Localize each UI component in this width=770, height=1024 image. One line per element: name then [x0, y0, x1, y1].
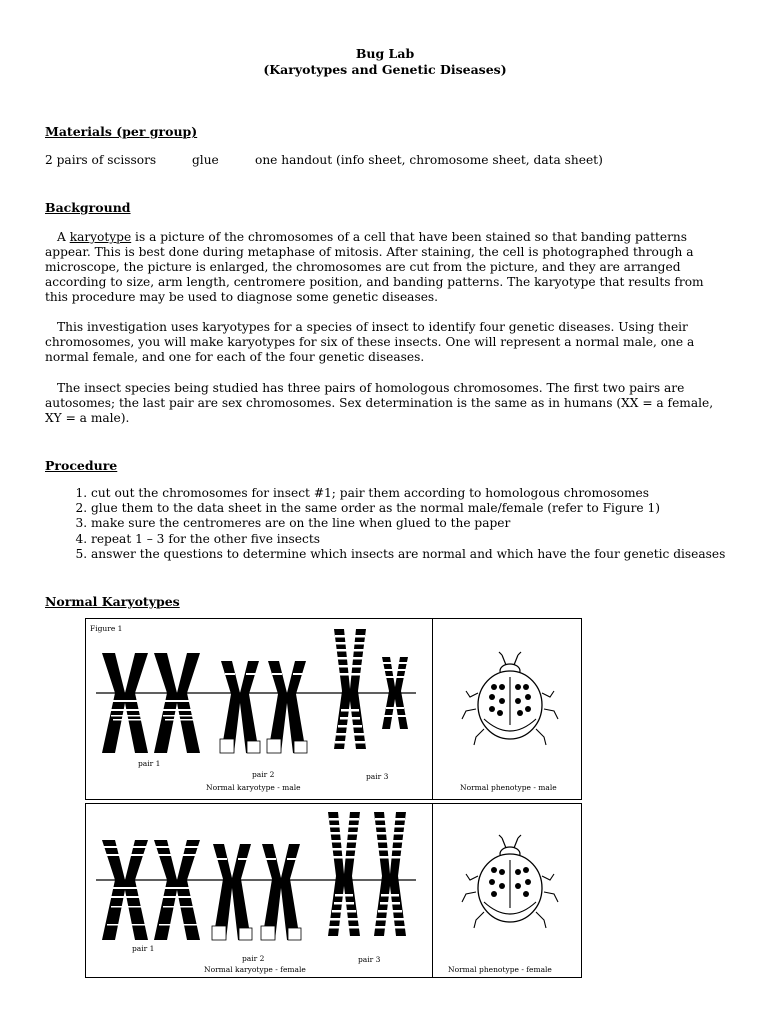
figure-divider — [432, 619, 433, 799]
paragraph-text: is a picture of the chromosomes of a cell that have been stained so that banding patterns appear. This is best done during metaphase of mitosis. After staining, the cell is photographed through a microscope, the picture is enlarged, the chromosomes are cut from the picture, and they are arranged according to size, arm length, centromere position, and banding patterns. The karyotype that results from this procedure may be used to diagnose some genetic diseases. — [45, 230, 704, 304]
procedure-step: 4. repeat 1 – 3 for the other five insects — [91, 532, 770, 547]
term-karyotype: karyotype — [69, 230, 132, 244]
background-paragraph-3: The insect species being studied has three pairs of homologous chromosomes. The first two pairs are autosomes; the last pair are sex chromosomes. Sex determination is the same as in humans (XX = a female, XY = a male). — [45, 381, 714, 425]
ladybug-female-icon — [456, 830, 566, 940]
materials-list — [45, 153, 745, 169]
paragraph-lead: A — [57, 230, 70, 244]
chromosome-pair-3 — [334, 629, 408, 749]
male-pair-1-label: pair 1 — [138, 759, 161, 768]
document-title: Bug Lab — [355, 46, 415, 61]
procedure-heading: Procedure — [45, 458, 118, 473]
female-phenotype-caption: Normal phenotype - female — [448, 965, 552, 974]
materials-item-scissors: 2 pairs of scissors — [45, 153, 157, 167]
materials-heading: Materials (per group) — [45, 124, 198, 139]
background-paragraph-1 — [45, 230, 717, 305]
materials-item-glue: glue — [192, 153, 219, 167]
background-heading: Background — [45, 200, 131, 215]
procedure-step: 1. cut out the chromosomes for insect #1; pair them according to homologous chromosomes — [91, 486, 770, 501]
female-pair-3-label: pair 3 — [358, 955, 381, 964]
background-paragraph-2: This investigation uses karyotypes for a species of insect to identify four genetic diseases. Using their chromosomes, you will make karyotypes for six of these insects. One will represent a normal male, one a normal female, and one for each of the four genetic diseases. — [45, 320, 695, 364]
chromosome-pair-3 — [328, 812, 406, 936]
procedure-list — [45, 486, 770, 562]
procedure-step: 3. make sure the centromeres are on the line when glued to the paper — [91, 516, 770, 531]
chromosome-pair-2 — [212, 844, 301, 940]
male-pair-2-label: pair 2 — [252, 770, 275, 779]
figure-male-panel — [85, 618, 582, 800]
document-subtitle: (Karyotypes and Genetic Diseases) — [263, 62, 507, 77]
figure-label: Figure 1 — [90, 624, 123, 633]
chromosome-pair-2 — [220, 661, 307, 753]
figure-divider — [432, 804, 433, 977]
procedure-step: 2. glue them to the data sheet in the same order as the normal male/female (refer to Figure 1) — [91, 501, 770, 516]
female-pair-2-label: pair 2 — [242, 954, 265, 963]
procedure-step: 5. answer the questions to determine which insects are normal and which have the four genetic diseases — [91, 547, 770, 562]
male-karyotype-caption: Normal karyotype - male — [206, 783, 301, 792]
chromosome-pair-1 — [102, 840, 200, 940]
materials-item-handout: one handout (info sheet, chromosome sheet, data sheet) — [255, 153, 603, 167]
male-pair-3-label: pair 3 — [366, 772, 389, 781]
chromosome-pair-1 — [102, 653, 200, 753]
ladybug-male-icon — [456, 647, 566, 757]
female-pair-1-label: pair 1 — [132, 944, 155, 953]
normal-karyotypes-heading: Normal Karyotypes — [45, 594, 180, 609]
female-karyotype-caption: Normal karyotype - female — [204, 965, 306, 974]
male-phenotype-caption: Normal phenotype - male — [460, 783, 557, 792]
figure-female-panel — [85, 803, 582, 978]
